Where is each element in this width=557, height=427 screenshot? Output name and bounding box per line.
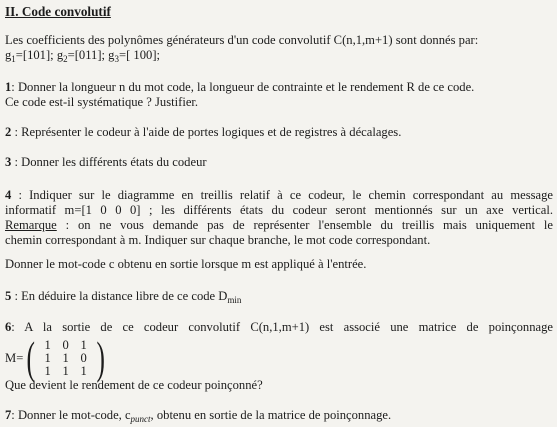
- question-5-number: 5: [5, 289, 12, 303]
- matrix-cell: 0: [80, 350, 87, 365]
- question-4-line-4: chemin correspondant à m. Indiquer sur chaque branche, le mot code correspondant.: [5, 233, 431, 247]
- matrix-cell: 1: [44, 337, 51, 352]
- question-1-number: 1: [5, 80, 12, 94]
- remark-label: Remarque: [5, 218, 57, 232]
- question-4-line-5: Donner le mot-code c obtenu en sortie lorsque m est appliqué à l'entrée.: [5, 257, 367, 271]
- matrix-cell: 1: [44, 363, 51, 378]
- question-4-line-1: 4 : Indiquer sur le diagramme en treillis relatif à ce codeur, le chemin correspondant au message: [5, 188, 553, 202]
- section-title: II. Code convolutif: [5, 4, 111, 19]
- question-1-line-1: 1: Donner la longueur n du mot code, la longueur de contrainte et le rendement R de ce code.: [5, 80, 475, 94]
- question-6-number: 6: [5, 320, 12, 334]
- question-6-line-3: Que devient le rendement de ce codeur poinçonné?: [5, 378, 263, 392]
- intro-line-2: $g_1=[101]$; $g_2=[011]$; $g_3=$[ 100];: [5, 48, 161, 64]
- question-7-number: 7: [5, 408, 12, 422]
- question-7: 7: Donner le mot-code, $c_{punct}$, obtenu en sortie de la matrice de poinçonnage.: [5, 408, 392, 424]
- matrix-cell: 0: [62, 337, 69, 352]
- question-4-line-2: informatif m=[1 0 0 0] ; les différents états du codeur seront mentionnés sur un axe vertical.: [5, 203, 553, 217]
- question-6-line-1: 6: A la sortie de ce codeur convolutif C(n,1,m+1) est associé une matrice de poinçonnage: [5, 320, 553, 334]
- puncturing-matrix: M= ( 1 0 1 1 1 0 1 1 1 ): [5, 332, 105, 383]
- matrix-cell: 1: [44, 350, 51, 365]
- question-5: 5 : En déduire la distance libre de ce code $D_{min}$: [5, 289, 242, 305]
- matrix-cell: 1: [62, 363, 69, 378]
- matrix-cell: 1: [80, 337, 87, 352]
- question-3-number: 3: [5, 155, 12, 169]
- question-1-line-2: Ce code est-il systématique ? Justifier.: [5, 95, 199, 109]
- matrix-grid: [39, 339, 93, 378]
- matrix-label: M=: [5, 350, 24, 365]
- question-2: 2 : Représenter le codeur à l'aide de portes logiques et de registres à décalages.: [5, 125, 402, 139]
- intro-line-1: Les coefficients des polynômes générateurs d'un code convolutif C(n,1,m+1) sont donnés par:: [5, 33, 479, 47]
- question-3: 3 : Donner les différents états du codeur: [5, 155, 207, 169]
- matrix-cell: 1: [80, 363, 87, 378]
- question-4-line-3: Remarque : on ne vous demande pas de représenter l'ensemble du treillis mais uniquement le: [5, 218, 553, 232]
- question-4-number: 4: [5, 188, 12, 202]
- question-2-number: 2: [5, 125, 12, 139]
- matrix-cell: 1: [62, 350, 69, 365]
